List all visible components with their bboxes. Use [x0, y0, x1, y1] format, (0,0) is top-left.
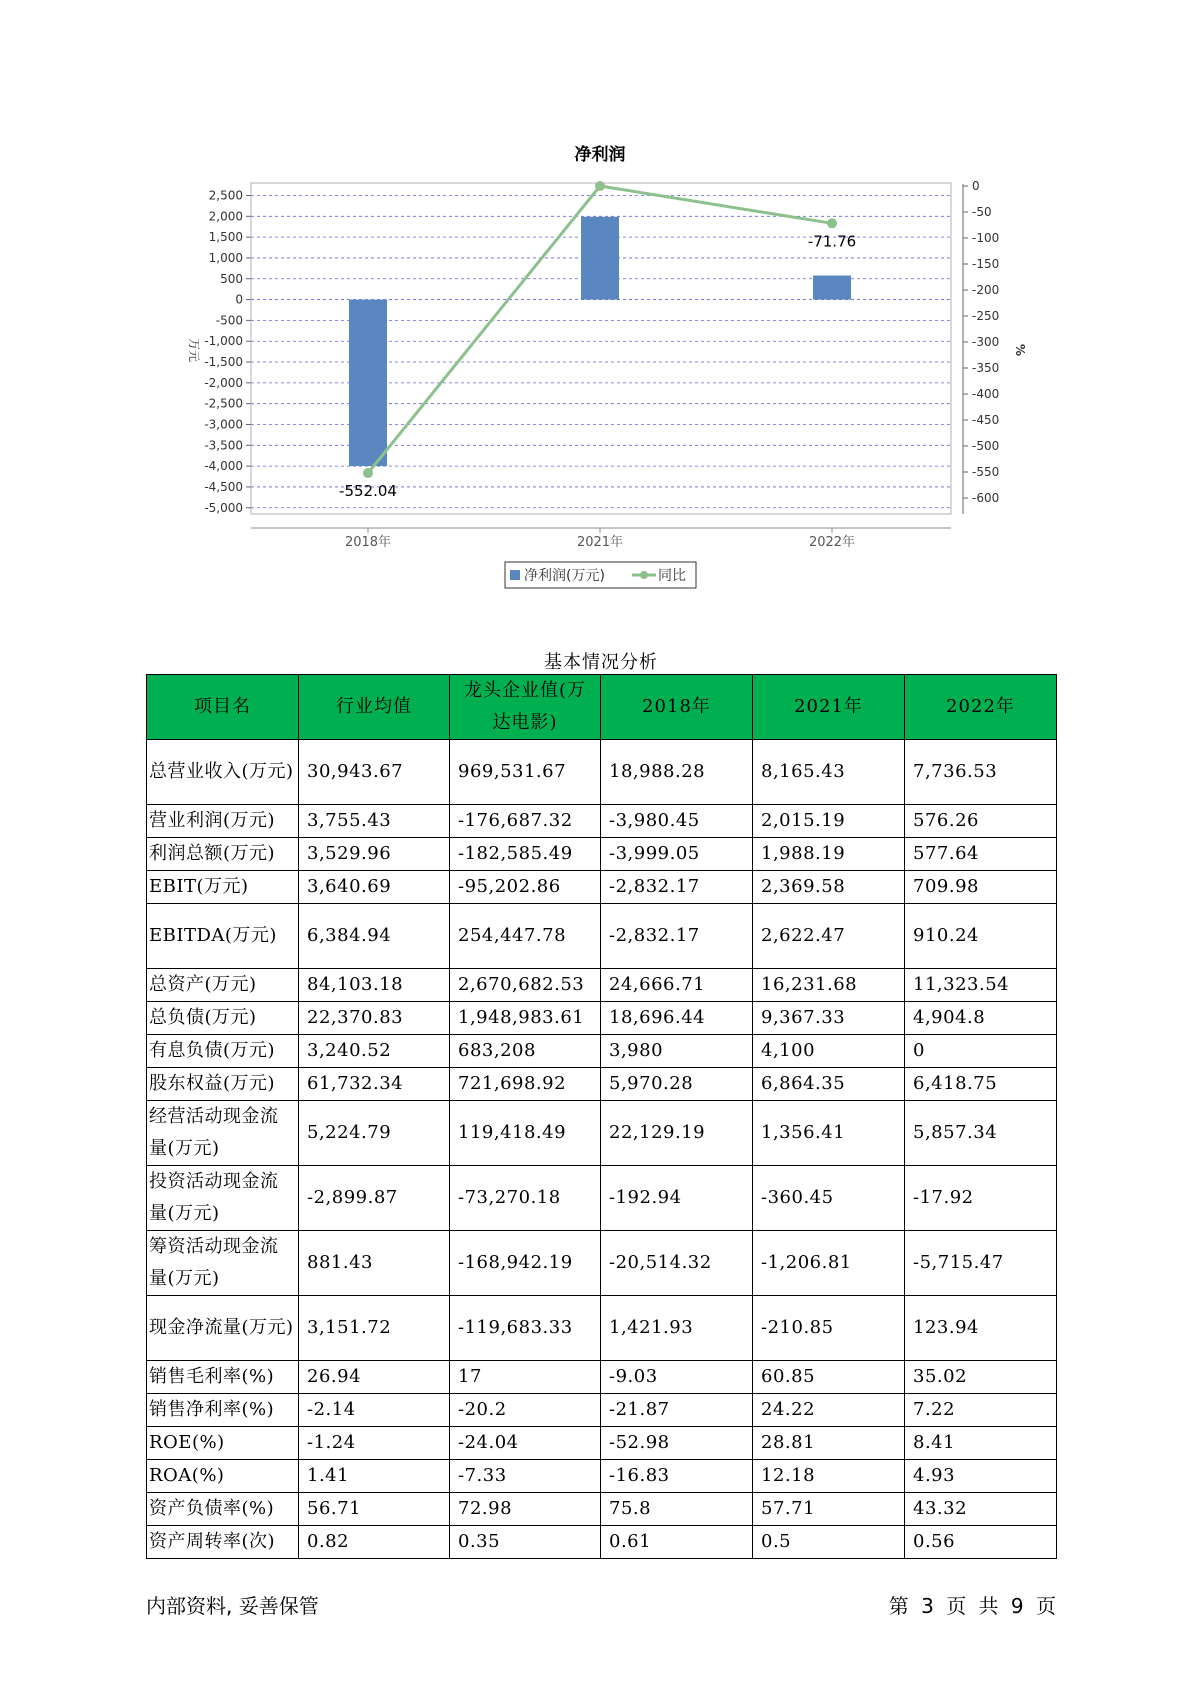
value-cell: 3,529.96 [299, 838, 450, 871]
value-cell: -5,715.47 [905, 1231, 1057, 1296]
row-label-cell: EBIT(万元) [147, 871, 299, 904]
table-header-cell: 2021年 [753, 675, 905, 740]
row-label-cell: 股东权益(万元) [147, 1068, 299, 1101]
value-cell: 3,755.43 [299, 805, 450, 838]
analysis-table [146, 674, 1057, 1559]
row-label-cell: 利润总额(万元) [147, 838, 299, 871]
footer-confidential-note: 内部资料, 妥善保管 [146, 1594, 319, 1618]
y2-tick-label: -250 [972, 309, 1000, 323]
value-cell: 1,988.19 [753, 838, 905, 871]
table-header-cell: 2022年 [905, 675, 1057, 740]
value-cell: 1,356.41 [753, 1101, 905, 1166]
value-cell: 43.32 [905, 1493, 1057, 1526]
net-profit-chart [0, 0, 1191, 600]
y2-tick-label: -300 [972, 335, 1000, 349]
table-row [147, 1035, 1057, 1068]
value-cell: 22,129.19 [601, 1101, 753, 1166]
value-cell: -182,585.49 [450, 838, 601, 871]
y2-tick-label: -500 [972, 439, 1000, 453]
row-label-cell: 经营活动现金流量(万元) [147, 1101, 299, 1166]
value-cell: -2,832.17 [601, 904, 753, 969]
value-cell: 0.56 [905, 1526, 1057, 1559]
value-cell: 8.41 [905, 1427, 1057, 1460]
legend-bar-swatch [510, 570, 520, 580]
y2-tick-label: -600 [972, 491, 1000, 505]
table-row [147, 1231, 1057, 1296]
value-cell: 8,165.43 [753, 740, 905, 805]
y-tick-label: -4,000 [204, 459, 243, 474]
value-cell: -176,687.32 [450, 805, 601, 838]
y-tick-label: -2,500 [204, 396, 243, 411]
value-cell: 12.18 [753, 1460, 905, 1493]
value-cell: 7.22 [905, 1394, 1057, 1427]
value-cell: 5,970.28 [601, 1068, 753, 1101]
y-tick-label: 0 [235, 292, 243, 307]
bar [349, 300, 387, 467]
chart-title: 净利润 [574, 145, 626, 165]
table-header-cell: 2018年 [601, 675, 753, 740]
value-cell: -2,899.87 [299, 1166, 450, 1231]
value-cell: 4,100 [753, 1035, 905, 1068]
value-cell: -2.14 [299, 1394, 450, 1427]
value-cell: 3,151.72 [299, 1296, 450, 1361]
yoy-point [827, 218, 837, 228]
value-cell: -24.04 [450, 1427, 601, 1460]
value-cell: 3,980 [601, 1035, 753, 1068]
value-cell: 5,857.34 [905, 1101, 1057, 1166]
value-cell: 577.64 [905, 838, 1057, 871]
value-cell: -16.83 [601, 1460, 753, 1493]
row-label-cell: EBITDA(万元) [147, 904, 299, 969]
y2-tick-label: -100 [972, 231, 1000, 245]
row-label-cell: 筹资活动现金流量(万元) [147, 1231, 299, 1296]
y-axis-title: 万元 [187, 337, 201, 363]
value-cell: 4.93 [905, 1460, 1057, 1493]
y2-tick-label: 0 [972, 179, 980, 193]
value-cell: 0.61 [601, 1526, 753, 1559]
data-label: -71.76 [807, 232, 857, 251]
value-cell: 0.5 [753, 1526, 905, 1559]
value-cell: 0 [905, 1035, 1057, 1068]
value-cell: 119,418.49 [450, 1101, 601, 1166]
y2-tick-label: -550 [972, 465, 1000, 479]
value-cell: 254,447.78 [450, 904, 601, 969]
y2-axis-title: % [1013, 343, 1027, 357]
value-cell: -3,999.05 [601, 838, 753, 871]
y2-tick-label: -350 [972, 361, 1000, 375]
y-tick-label: -2,000 [204, 375, 243, 390]
table-row [147, 871, 1057, 904]
y-tick-label: 2,000 [208, 209, 243, 224]
value-cell: 57.71 [753, 1493, 905, 1526]
value-cell: -20,514.32 [601, 1231, 753, 1296]
table-header-row [147, 675, 1057, 740]
x-tick-label: 2022年 [808, 535, 856, 550]
y-tick-label: 2,500 [208, 188, 243, 203]
value-cell: 7,736.53 [905, 740, 1057, 805]
legend-line-label: 同比 [658, 568, 686, 584]
y-tick-label: -5,000 [204, 500, 243, 515]
table-row [147, 904, 1057, 969]
table-header-cell: 龙头企业值(万达电影) [450, 675, 601, 740]
value-cell: 16,231.68 [753, 969, 905, 1002]
y-tick-label: -1,000 [204, 334, 243, 349]
y2-tick-label: -450 [972, 413, 1000, 427]
value-cell: 28.81 [753, 1427, 905, 1460]
table-row [147, 1361, 1057, 1394]
value-cell: 6,864.35 [753, 1068, 905, 1101]
y2-tick-label: -150 [972, 257, 1000, 271]
value-cell: -2,832.17 [601, 871, 753, 904]
value-cell: -17.92 [905, 1166, 1057, 1231]
value-cell: -20.2 [450, 1394, 601, 1427]
table-row [147, 969, 1057, 1002]
value-cell: 26.94 [299, 1361, 450, 1394]
value-cell: 576.26 [905, 805, 1057, 838]
table-row [147, 1427, 1057, 1460]
table-row [147, 838, 1057, 871]
value-cell: 35.02 [905, 1361, 1057, 1394]
value-cell: 17 [450, 1361, 601, 1394]
value-cell: 75.8 [601, 1493, 753, 1526]
value-cell: -210.85 [753, 1296, 905, 1361]
table-caption: 基本情况分析 [544, 652, 658, 673]
x-tick-label: 2018年 [344, 535, 392, 550]
row-label-cell: 销售净利率(%) [147, 1394, 299, 1427]
value-cell: -7.33 [450, 1460, 601, 1493]
legend-line-marker [640, 571, 648, 579]
row-label-cell: 总负债(万元) [147, 1002, 299, 1035]
value-cell: 11,323.54 [905, 969, 1057, 1002]
value-cell: -168,942.19 [450, 1231, 601, 1296]
table-row [147, 740, 1057, 805]
value-cell: 709.98 [905, 871, 1057, 904]
row-label-cell: ROA(%) [147, 1460, 299, 1493]
value-cell: 2,369.58 [753, 871, 905, 904]
value-cell: 969,531.67 [450, 740, 601, 805]
row-label-cell: 资产负债率(%) [147, 1493, 299, 1526]
row-label-cell: 投资活动现金流量(万元) [147, 1166, 299, 1231]
value-cell: -9.03 [601, 1361, 753, 1394]
row-label-cell: 销售毛利率(%) [147, 1361, 299, 1394]
table-row [147, 1002, 1057, 1035]
value-cell: 0.35 [450, 1526, 601, 1559]
value-cell: -73,270.18 [450, 1166, 601, 1231]
table-row [147, 805, 1057, 838]
y-tick-label: -500 [215, 313, 243, 328]
value-cell: 18,696.44 [601, 1002, 753, 1035]
chart-legend [505, 562, 696, 588]
value-cell: 910.24 [905, 904, 1057, 969]
value-cell: 4,904.8 [905, 1002, 1057, 1035]
value-cell: 2,622.47 [753, 904, 905, 969]
table-row [147, 1296, 1057, 1361]
value-cell: -3,980.45 [601, 805, 753, 838]
row-label-cell: 总资产(万元) [147, 969, 299, 1002]
value-cell: 123.94 [905, 1296, 1057, 1361]
value-cell: 30,943.67 [299, 740, 450, 805]
value-cell: 22,370.83 [299, 1002, 450, 1035]
value-cell: -52.98 [601, 1427, 753, 1460]
value-cell: 5,224.79 [299, 1101, 450, 1166]
value-cell: -192.94 [601, 1166, 753, 1231]
value-cell: 84,103.18 [299, 969, 450, 1002]
table-row [147, 1526, 1057, 1559]
y-tick-label: 1,000 [208, 250, 243, 265]
value-cell: 9,367.33 [753, 1002, 905, 1035]
x-tick-label: 2021年 [576, 535, 624, 550]
value-cell: 1,948,983.61 [450, 1002, 601, 1035]
value-cell: 24,666.71 [601, 969, 753, 1002]
value-cell: 24.22 [753, 1394, 905, 1427]
row-label-cell: ROE(%) [147, 1427, 299, 1460]
y-tick-label: 1,500 [208, 230, 243, 245]
y2-tick-label: -400 [972, 387, 1000, 401]
value-cell: 72.98 [450, 1493, 601, 1526]
value-cell: 2,670,682.53 [450, 969, 601, 1002]
value-cell: -95,202.86 [450, 871, 601, 904]
value-cell: 0.82 [299, 1526, 450, 1559]
table-row [147, 1460, 1057, 1493]
y-tick-label: 500 [220, 271, 243, 286]
table-header-cell: 行业均值 [299, 675, 450, 740]
yoy-point [363, 468, 373, 478]
row-label-cell: 总营业收入(万元) [147, 740, 299, 805]
value-cell: 721,698.92 [450, 1068, 601, 1101]
value-cell: -360.45 [753, 1166, 905, 1231]
row-label-cell: 有息负债(万元) [147, 1035, 299, 1068]
table-row [147, 1394, 1057, 1427]
value-cell: 60.85 [753, 1361, 905, 1394]
y-tick-label: -3,000 [204, 417, 243, 432]
table-body [147, 740, 1057, 1559]
y2-tick-label: -50 [972, 205, 992, 219]
value-cell: 881.43 [299, 1231, 450, 1296]
footer-page-number: 第 3 页 共 9 页 [888, 1594, 1056, 1618]
value-cell: 6,384.94 [299, 904, 450, 969]
value-cell: 18,988.28 [601, 740, 753, 805]
value-cell: 6,418.75 [905, 1068, 1057, 1101]
y-tick-label: -3,500 [204, 438, 243, 453]
value-cell: -21.87 [601, 1394, 753, 1427]
value-cell: 3,240.52 [299, 1035, 450, 1068]
legend-bar-label: 净利润(万元) [524, 568, 605, 584]
value-cell: 1,421.93 [601, 1296, 753, 1361]
table-header-cell: 项目名 [147, 675, 299, 740]
y-tick-label: -4,500 [204, 479, 243, 494]
table-row [147, 1068, 1057, 1101]
table-row [147, 1101, 1057, 1166]
bar [581, 217, 619, 300]
value-cell: 683,208 [450, 1035, 601, 1068]
y2-tick-label: -200 [972, 283, 1000, 297]
bar [813, 276, 851, 300]
y-tick-label: -1,500 [204, 355, 243, 370]
value-cell: -1.24 [299, 1427, 450, 1460]
data-label: -552.04 [339, 482, 397, 501]
row-label-cell: 资产周转率(次) [147, 1526, 299, 1559]
row-label-cell: 现金净流量(万元) [147, 1296, 299, 1361]
value-cell: 56.71 [299, 1493, 450, 1526]
table-row [147, 1166, 1057, 1231]
value-cell: 3,640.69 [299, 871, 450, 904]
row-label-cell: 营业利润(万元) [147, 805, 299, 838]
value-cell: -1,206.81 [753, 1231, 905, 1296]
table-row [147, 1493, 1057, 1526]
value-cell: -119,683.33 [450, 1296, 601, 1361]
value-cell: 2,015.19 [753, 805, 905, 838]
value-cell: 1.41 [299, 1460, 450, 1493]
value-cell: 61,732.34 [299, 1068, 450, 1101]
